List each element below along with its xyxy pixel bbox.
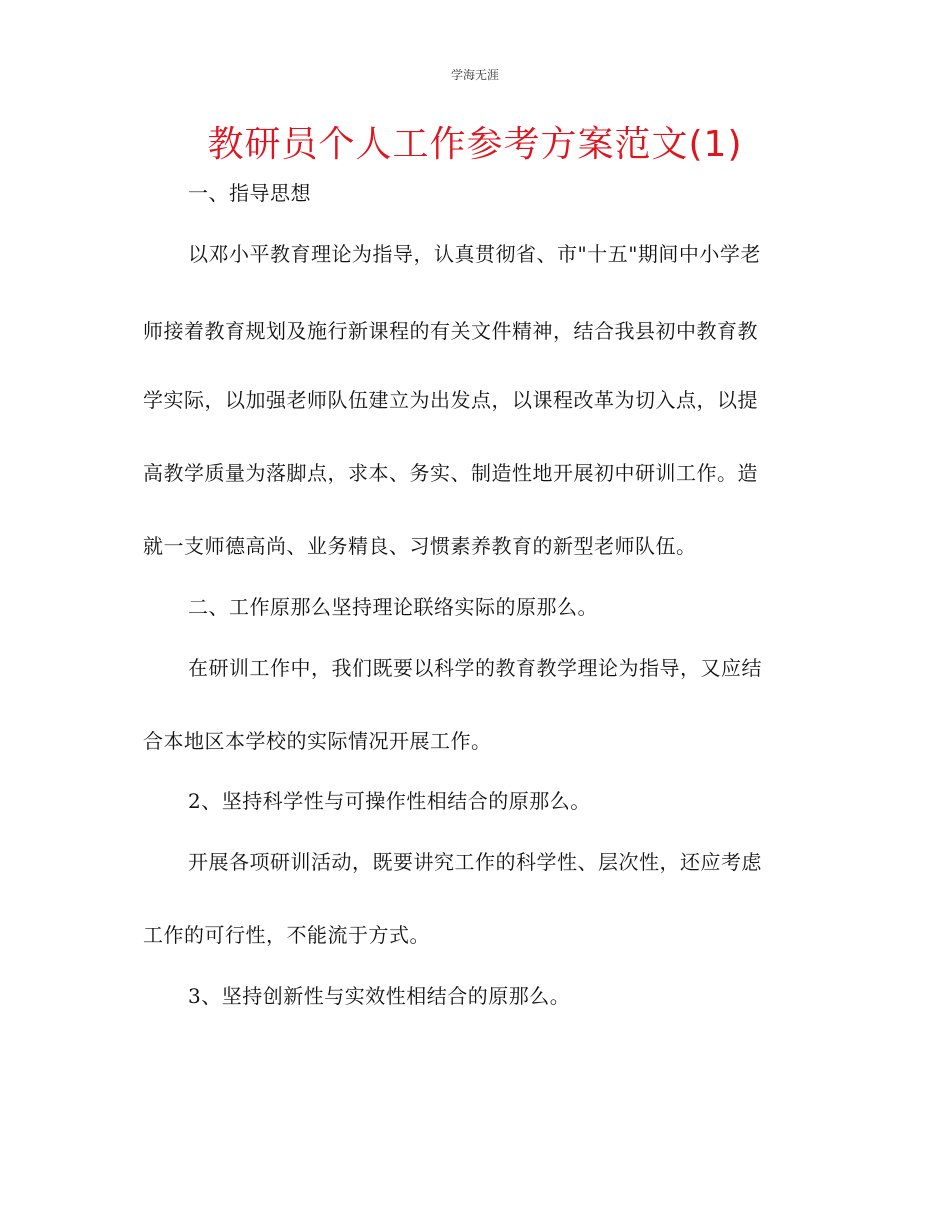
paragraph-line: 工作的可行性，不能流于方式。 [143,923,430,947]
paragraph-line: 学实际，以加强老师队伍建立为出发点，以课程改革为切入点，以提 [143,388,758,412]
section-heading-guiding-ideology: 一、指导思想 [188,181,311,205]
section-heading-work-principles: 二、工作原那么坚持理论联络实际的原那么。 [188,595,598,619]
paragraph-line: 合本地区本学校的实际情况开展工作。 [143,729,492,753]
paragraph-line: 在研训工作中，我们既要以科学的教育教学理论为指导，又应结 [188,656,762,680]
document-title: 教研员个人工作参考方案范文(1) [207,124,743,165]
list-item-principle-2: 2、坚持科学性与可操作性相结合的原那么。 [188,789,591,813]
paragraph-line: 师接着教育规划及施行新课程的有关文件精神，结合我县初中教育教 [143,319,758,343]
paragraph-line: 开展各项研训活动，既要讲究工作的科学性、层次性，还应考虑 [188,850,762,874]
paragraph-line: 高教学质量为落脚点，求本、务实、制造性地开展初中研训工作。造 [143,461,758,485]
paragraph-line: 就一支师德高尚、业务精良、习惯素养教育的新型老师队伍。 [143,534,697,558]
page-header: 学海无涯 [450,68,499,82]
paragraph-line: 以邓小平教育理论为指导，认真贯彻省、市"十五"期间中小学老 [188,242,761,266]
list-item-principle-3: 3、坚持创新性与实效性相结合的原那么。 [188,984,571,1008]
